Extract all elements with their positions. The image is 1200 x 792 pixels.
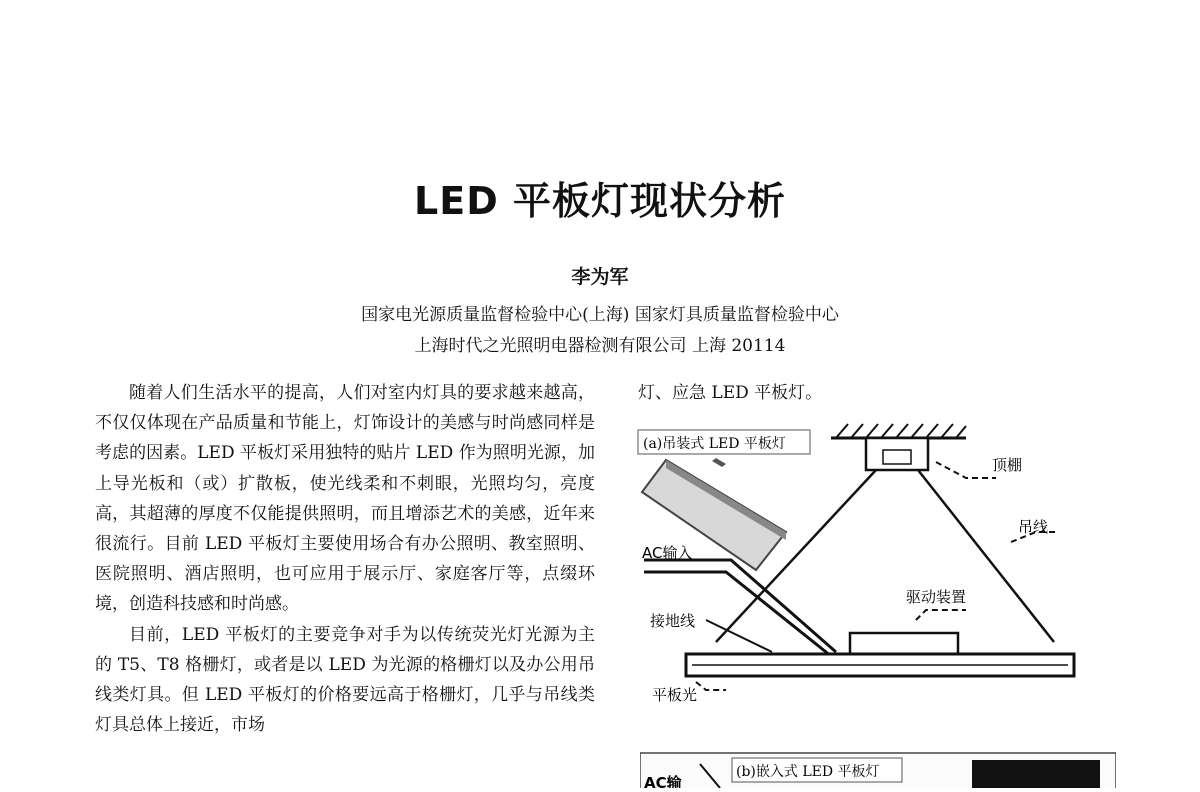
ground-wire: [706, 620, 772, 652]
figure-a-caption: (a)吊装式 LED 平板灯: [643, 436, 786, 452]
figure-b-ac-label: AC输: [644, 774, 682, 788]
label-driver: 驱动装置: [906, 588, 967, 606]
hanging-wire-right: [918, 470, 1054, 642]
label-panel-light: 平板光: [652, 686, 698, 704]
driver-box: [850, 633, 958, 655]
right-column-text: 灯、应急 LED 平板灯。: [638, 383, 823, 403]
affiliation-line-2: 上海时代之光照明电器检测有限公司 上海 20114: [414, 336, 786, 356]
figure-b-photo: [972, 760, 1100, 788]
label-ceiling: 顶棚: [992, 456, 1023, 474]
ceiling-hatch: [836, 424, 966, 438]
left-column: [95, 378, 595, 740]
figure-b-caption: (b)嵌入式 LED 平板灯: [736, 764, 880, 780]
article-title: LED 平板灯现状分析: [414, 179, 786, 223]
figure-b-recessed-panel-light: [640, 752, 1116, 788]
figure-b-drawing: [640, 752, 1116, 788]
label-ground-wire: 接地线: [650, 612, 696, 630]
affiliation-line-1: 国家电光源质量监督检验中心(上海) 国家灯具质量监督检验中心: [361, 305, 839, 325]
label-hanging-wire: 吊线: [1018, 518, 1049, 536]
author-name: 李为军: [571, 266, 629, 288]
label-ac-input: AC输入: [642, 544, 693, 562]
figure-a-drawing: [636, 420, 1136, 720]
body-paragraph-1: 随着人们生活水平的提高，人们对室内灯具的要求越来越高，不仅仅体现在产品质量和节能上，灯饰设计的美感与时尚感同样是考虑的因素。LED 平板灯采用独特的贴片 LED 作为照明光源，加上导光板和（或）扩散板，使光线柔和不刺眼，光照均匀，亮度高，其超薄的厚度不仅能提供照明，而且增添艺术的美感，近年来很流行。目前 LED 平板灯主要使用场合有办公照明、教室照明、医院照明、酒店照明，也可应用于展示厅、家庭客厅等，点缀环境，创造科技感和时尚感。: [95, 383, 595, 615]
figure-a-pendant-panel-light: [636, 420, 1136, 720]
body-paragraph-2: 目前，LED 平板灯的主要竞争对手为以传统荧光灯光源为主的 T5、T8 格栅灯，或者是以 LED 为光源的格栅灯以及办公用吊线类灯具。但 LED 平板灯的价格要远高于格栅灯，几乎与吊线类灯具总体上接近，市场: [95, 624, 595, 736]
